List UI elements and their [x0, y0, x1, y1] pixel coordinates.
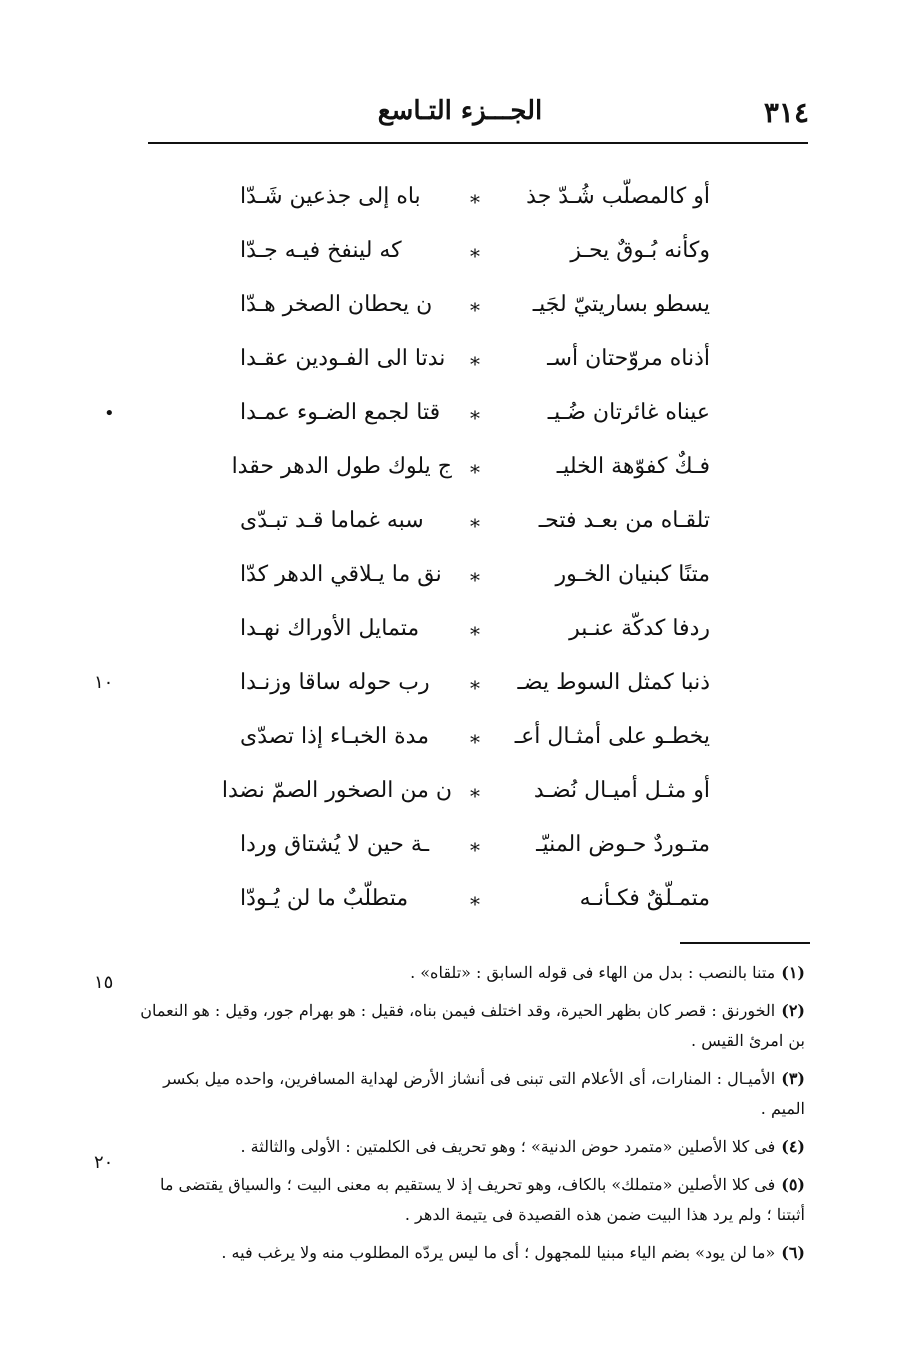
first-hemistich: متـوردٌ حـوض المنيّـ	[536, 832, 710, 857]
first-hemistich: تلقـاه من بعـد فتحـ	[538, 508, 710, 533]
verse-separator-star: *	[470, 460, 480, 484]
footnote-text: الخورنق : قصر كان بظهر الحيرة، وقد اختلف فيمن بناه، فقيل : هو بهرام جور، وقيل : هو النعمان بن امرئ القيس .	[140, 1001, 805, 1050]
second-hemistich: سبه غماما قـد تبـدّى	[240, 508, 424, 533]
verse-line	[240, 502, 710, 556]
verse-line	[240, 826, 710, 880]
footnotes	[140, 958, 805, 1276]
second-hemistich: مدة الخبـاء إذا تصدّى	[240, 724, 429, 749]
verse-separator-star: *	[470, 190, 480, 214]
verse-separator-star: *	[470, 784, 480, 808]
footnote-text: فى كلا الأصلين «متملك» بالكاف، وهو تحريف إذ لا يستقيم به معنى البيت ؛ والسياق يقتضى ما أثبتنا ؛ ولم يرد هذا البيت ضمن هذه القصيدة فى يتيمة الدهر .	[159, 1175, 805, 1224]
verse-line	[240, 232, 710, 286]
footnote-rule	[680, 942, 810, 944]
first-hemistich: ردفا كدكّة عنـبر	[569, 616, 710, 641]
second-hemistich: متطلّبٌ ما لن يُـودّا	[240, 886, 409, 911]
verse-line	[240, 664, 710, 718]
verse-line	[240, 556, 710, 610]
footnote-number: (٤)	[781, 1137, 805, 1156]
second-hemistich: ن يحطان الصخر هـدّا	[240, 292, 433, 317]
second-hemistich: ندتا الى الفـودين عقـدا	[240, 346, 446, 371]
footnote	[140, 996, 805, 1056]
verse-line	[221, 772, 710, 826]
first-hemistich: وكأنه بُـوقٌ يحـز	[570, 238, 710, 263]
verse-separator-star: *	[470, 676, 480, 700]
verse-separator-star: *	[470, 244, 480, 268]
verse-separator-star: *	[470, 892, 480, 916]
verse-separator-star: *	[470, 352, 480, 376]
line-number-10: ١٠	[94, 672, 114, 693]
first-hemistich: عيناه غائرتان ضُـيـ	[547, 400, 710, 425]
footnote-number: (٥)	[781, 1175, 805, 1194]
verse-separator-star: *	[470, 514, 480, 538]
verse-separator-star: *	[470, 838, 480, 862]
second-hemistich: متمايل الأوراك نهـدا	[240, 616, 420, 641]
verse-separator-star: *	[470, 730, 480, 754]
first-hemistich: يسطو بساريتيّ لجَيـ	[532, 292, 710, 317]
footnote	[140, 1064, 805, 1124]
footnote-number: (٢)	[781, 1001, 805, 1020]
running-header-title: الجـــزء التـاسع	[377, 96, 543, 126]
first-hemistich: فـكٌ كفوّهة الخليـ	[556, 454, 710, 479]
footnote-number: (١)	[781, 963, 805, 982]
footnote-text: متنا بالنصب : بدل من الهاء فى قوله السابق : «تلقاه» .	[410, 963, 776, 982]
second-hemistich: ـة حين لا يُشتاق وردا	[240, 832, 430, 857]
first-hemistich: يخطـو على أمثـال أعـ	[514, 724, 710, 749]
verse-line	[240, 340, 710, 394]
header-rule	[148, 142, 808, 144]
first-hemistich: متنًا كبنيان الخـور	[555, 562, 710, 587]
footnote	[140, 1238, 805, 1268]
footnote	[140, 1132, 805, 1162]
verse-separator-star: *	[470, 406, 480, 430]
second-hemistich: نق ما يـلاقي الدهر كدّا	[240, 562, 442, 587]
margin-dot: •	[104, 403, 115, 424]
second-hemistich: باه إلى جذعين شَـدّا	[240, 184, 421, 209]
footnote-text: الأميـال : المنارات، أى الأعلام التى تبنى فى أنشاز الأرض لهداية المسافرين، واحده ميل بكسر الميم .	[163, 1069, 805, 1118]
second-hemistich: كه لينفخ فيـه جـدّا	[240, 238, 402, 263]
verse-separator-star: *	[470, 298, 480, 322]
first-hemistich: متمـلّقٌ فكـأنـه	[579, 886, 710, 911]
footnote-number: (٦)	[781, 1243, 805, 1262]
verse-line	[240, 718, 710, 772]
page-number: ٣١٤	[763, 96, 809, 129]
verse-line	[240, 880, 710, 934]
first-hemistich: أو كالمصلّب شُـدّ جذ	[526, 184, 710, 209]
second-hemistich: رب حوله ساقا وزنـدا	[240, 670, 430, 695]
first-hemistich: ذنبا كمثل السوط يضـ	[517, 670, 710, 695]
second-hemistich: ج يلوك طول الدهر حقدا	[231, 454, 452, 479]
verse-line	[231, 448, 710, 502]
verse-line	[240, 610, 710, 664]
verse-line	[240, 286, 710, 340]
footnote	[140, 958, 805, 988]
second-hemistich: قتا لجمع الضـوء عمـدا	[240, 400, 441, 425]
footnote	[140, 1170, 805, 1230]
first-hemistich: أذناه مروّحتان أسـ	[547, 346, 710, 371]
verse-line	[240, 178, 710, 232]
line-number-20: ٢٠	[94, 1152, 114, 1173]
verse-line	[240, 394, 710, 448]
verse-separator-star: *	[470, 568, 480, 592]
footnote-text: «ما لن يود» بضم الياء مبنيا للمجهول ؛ أى ما ليس يردّه المطلوب منه ولا يرغب فيه .	[221, 1243, 776, 1262]
verse-separator-star: *	[470, 622, 480, 646]
footnote-number: (٣)	[781, 1069, 805, 1088]
footnote-text: فى كلا الأصلين «متمرد حوض الدنية» ؛ وهو تحريف فى الكلمتين : الأولى والثالثة .	[240, 1137, 776, 1156]
first-hemistich: أو مثـل أميـال نُضـد	[533, 778, 710, 803]
poem	[221, 178, 710, 934]
line-number-15: ١٥	[94, 972, 114, 993]
second-hemistich: ن من الصخور الصمّ نضدا	[221, 778, 452, 803]
